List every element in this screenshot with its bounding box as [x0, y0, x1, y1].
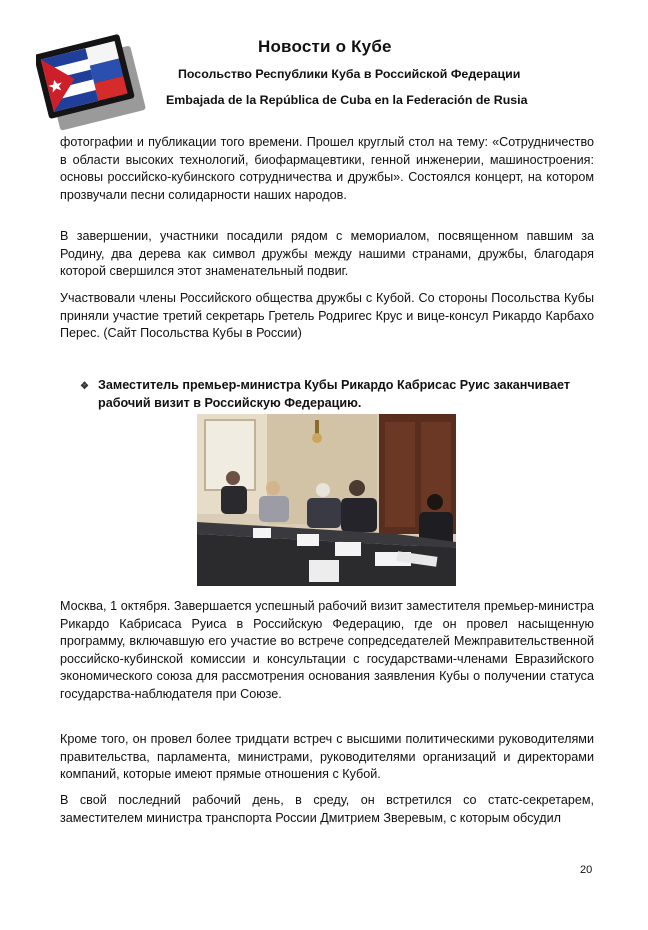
article-heading — [80, 377, 580, 412]
meeting-photo — [197, 414, 456, 586]
paragraph: фотографии и публикации того времени. Прошел круглый стол на тему: «Сотрудничество в области высоких технологий, биофармацевтики, генной инженерии, машиностроения: основы российско-кубинского сотрудничества и дружбы». Состоялся концерт, на котором прозвучали песни солидарности наших народов. — [60, 135, 594, 202]
diamond-bullet-icon: ❖ — [80, 381, 89, 392]
paragraph: Участвовали члены Российского общества дружбы с Кубой. Со стороны Посольства Кубы приняли участие третий секретарь Гретель Родригес Крус и вице-консул Рикардо Карбахо Перес. (Сайт Посольства Кубы в России) — [60, 291, 594, 341]
embassy-name-ru: Посольство Республики Куба в Российской Федерации — [178, 67, 521, 81]
page-number: 20 — [580, 864, 593, 876]
logo-icon — [36, 28, 146, 138]
embassy-name-es: Embajada de la República de Cuba en la Federación de Rusia — [166, 93, 528, 107]
paragraph: В свой последний рабочий день, в среду, он встретился со статс-секретарем, заместителем министра транспорта России Дмитрием Зверевым, с которым обсудил — [60, 793, 594, 825]
article-heading-text: Заместитель премьер-министра Кубы Рикардо Кабрисас Руис заканчивает рабочий визит в Российскую Федерацию. — [98, 378, 570, 410]
page-title: Новости о Кубе — [258, 37, 392, 56]
paragraph: В завершении, участники посадили рядом с мемориалом, посвященном павшим за Родину, два дерева как символ дружбы между нашими странами, дружбы, благодаря которой свершился этот знаменательный подвиг. — [60, 229, 594, 279]
paragraph: Москва, 1 октября. Завершается успешный рабочий визит заместителя премьер-министра Рикардо Кабрисаса Руиса в Российскую Федерацию, где он провел насыщенную программу, включавшую его участие во встрече сопредседателей Межправительственной российско-кубинской комиссии и консультации с государствами-членами Евразийского экономического союза для рассмотрения основания заявления Кубы о получении статуса государства-наблюдателя при Союзе. — [60, 599, 594, 701]
paragraph: Кроме того, он провел более тридцати встреч с высшими политическими руководителями правительства, парламента, министрами, руководителями организаций и директорами компаний, которые имеют прямые отношения с Кубой. — [60, 732, 594, 782]
